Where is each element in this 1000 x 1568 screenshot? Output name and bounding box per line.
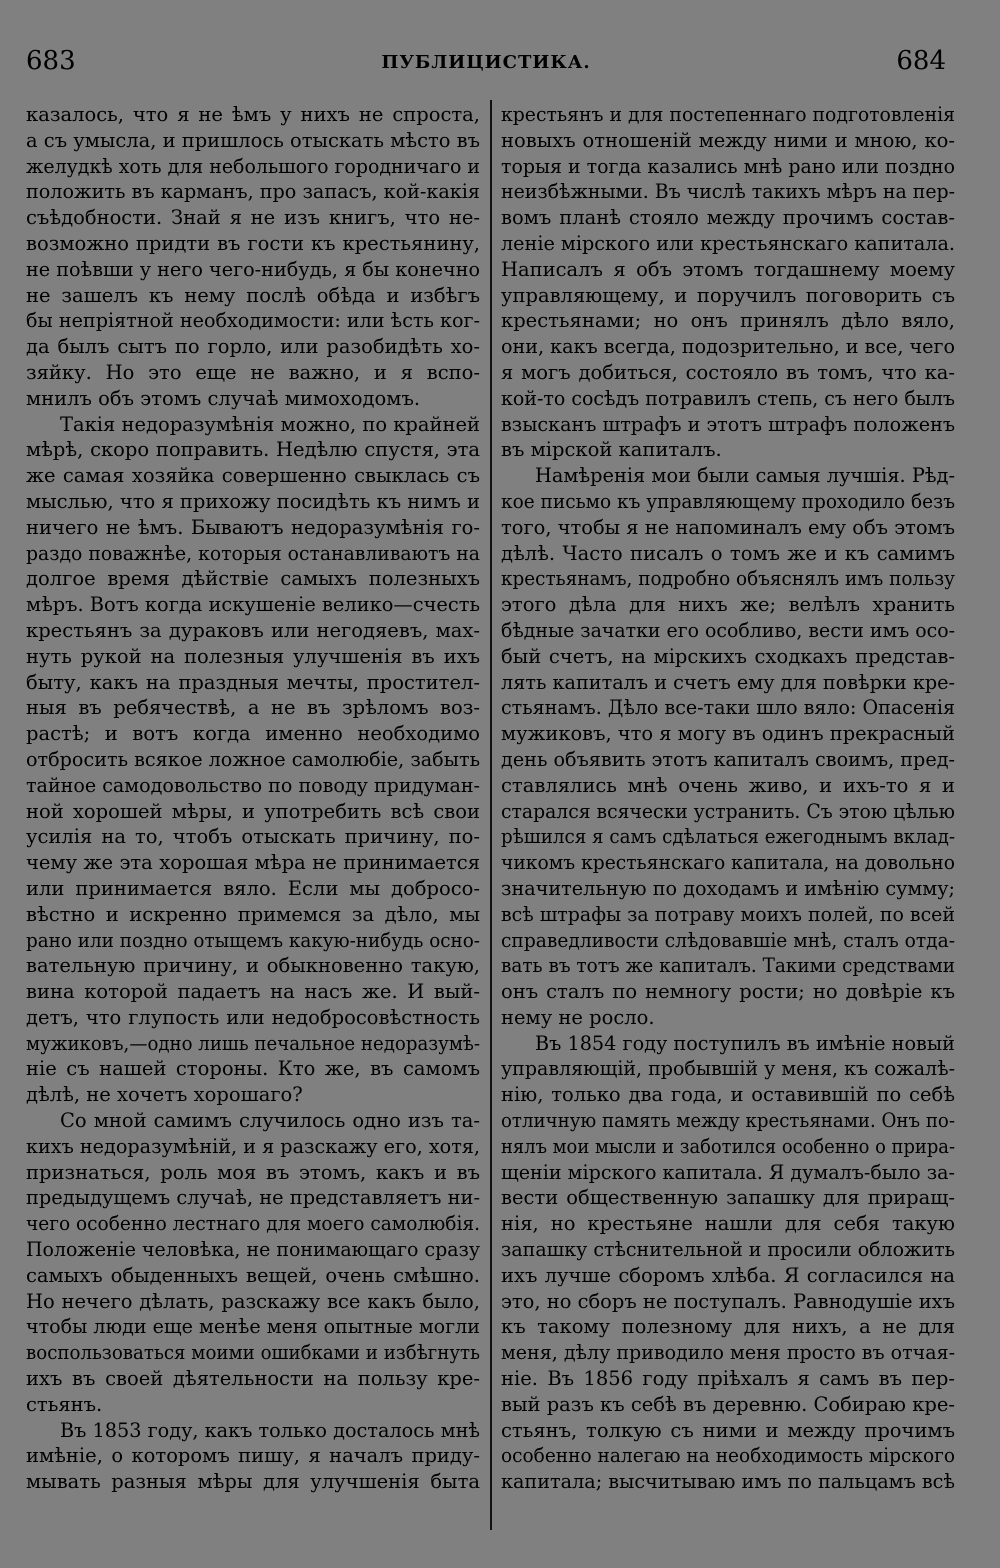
- text-line: стьянамъ. Дѣло все-таки шло вяло: Опасенія: [501, 696, 955, 720]
- text-line: этого дѣла для нихъ же; велѣлъ хранить: [501, 593, 955, 617]
- text-line: кой-то сосѣдъ потравилъ степь, съ него былъ: [501, 386, 955, 410]
- page-header: [26, 42, 946, 82]
- text-line: вѣстно и искренно примемся за дѣло, мы: [26, 902, 480, 926]
- text-line: они, какъ всегда, подозрительно, и все, чего: [501, 335, 955, 359]
- text-line: крестьянъ за дураковъ или негодяевъ, мах-: [26, 618, 480, 642]
- text-line: день объявить этотъ капиталъ своимъ, пред-: [501, 747, 955, 771]
- text-line: казалось, что я не ѣмъ у нихъ не спроста,: [26, 103, 480, 126]
- column-divider: [490, 100, 492, 1530]
- text-line: чего особенно лестнаго для моего самолюбія.: [26, 1212, 480, 1236]
- text-line: признаться, роль моя въ этомъ, какъ и въ: [26, 1160, 480, 1184]
- text-line: нію, только два года, и оставившій по себѣ: [501, 1083, 955, 1107]
- text-line: крестьянами; но онъ принялъ дѣло вяло,: [501, 309, 955, 333]
- text-line: нему не росло.: [501, 1005, 655, 1029]
- text-line: мѣрѣ, скоро поправить. Недѣлю спустя, эта: [26, 438, 480, 462]
- text-line: въ мірской капиталъ.: [501, 438, 722, 462]
- text-line: бѣдные зачатки его особливо, вести имъ осо-: [501, 618, 955, 642]
- text-line: тайное самодовольство по поводу придуман-: [26, 773, 480, 797]
- text-line: лять капиталъ и счетъ ему для повѣрки кре-: [501, 670, 955, 694]
- text-line: растѣ; и вотъ когда именно необходимо: [26, 722, 480, 746]
- text-line: всѣ штрафы за потраву моихъ полей, по всей: [501, 902, 955, 926]
- text-line: чикомъ крестьянскаго капитала, на довольно: [501, 851, 955, 875]
- text-line: Въ 1853 году, какъ только досталось мнѣ: [60, 1418, 480, 1442]
- text-line: вина которой падаетъ на насъ же. И вый-: [26, 980, 480, 1004]
- text-line: усилія на то, чтобъ отыскать причину, по-: [26, 825, 480, 849]
- text-line: да былъ сытъ по горло, или разобидѣть хо-: [26, 335, 480, 359]
- text-line: отличную память между крестьянами. Онъ по-: [501, 1109, 955, 1133]
- page-number-right: 684: [896, 46, 946, 76]
- text-line: управляющій, пробывшій у меня, къ сожалѣ-: [501, 1057, 955, 1081]
- text-line: леніе мірского или крестьянскаго капитала.: [501, 231, 955, 255]
- text-line: Положеніе человѣка, не понимающаго сразу: [26, 1238, 480, 1262]
- text-line: вать въ тотъ же капиталъ. Такими средствами: [501, 954, 955, 978]
- text-line: вести общественную запашку для приращ-: [501, 1186, 955, 1210]
- text-line: справедливости слѣдовавшіе мнѣ, сталъ отда-: [501, 928, 955, 952]
- text-line: щеніи мірского капитала. Я думалъ-было за-: [501, 1160, 955, 1184]
- text-line: мѣръ. Вотъ когда искушеніе велико—счесть: [26, 593, 480, 617]
- text-line: мывать разныя мѣры для улучшенія быта: [26, 1470, 480, 1494]
- text-line: бы непріятной необходимости: или ѣсть ког-: [26, 309, 480, 333]
- left-column: [26, 102, 480, 1495]
- text-line: ничего не ѣмъ. Бываютъ недоразумѣнія го-: [26, 515, 480, 539]
- text-line: рѣшился я самъ сдѣлаться ежегоднымъ вклад-: [501, 825, 955, 849]
- text-line: чему же эта хорошая мѣра не принимается: [26, 851, 480, 875]
- text-line: вательную причину, и обыкновенно такую,: [26, 954, 480, 978]
- text-line: воспользоваться моими ошибками и избѣгнуть: [26, 1341, 480, 1365]
- text-line: крестьянамъ, подробно объяснялъ имъ пользу: [501, 567, 955, 591]
- text-line: чтобы люди еще менѣе меня опытные могли: [26, 1315, 480, 1339]
- text-line: того, чтобы я не напоминалъ ему объ этомъ: [501, 515, 955, 539]
- text-line: нуть рукой на полезныя улучшенія въ ихъ: [26, 644, 480, 668]
- text-line: ніе съ нашей стороны. Кто же, въ самомъ: [26, 1057, 480, 1081]
- text-line: нялъ мои мысли и заботился особенно о прира-: [501, 1134, 955, 1158]
- text-line: онъ сталъ по немногу рости; но довѣріе къ: [501, 980, 955, 1004]
- text-line: старался всячески устранить. Съ этою цѣлью: [501, 799, 955, 823]
- text-line: раздо поважнѣе, которыя останавливаютъ на: [26, 541, 480, 565]
- text-line: Намѣренія мои были самыя лучшія. Рѣд-: [535, 464, 955, 488]
- text-line: не зашелъ къ нему послѣ обѣда и избѣгъ: [26, 283, 480, 307]
- text-line: не поѣвши у него чего-нибудь, я бы конечно: [26, 257, 480, 281]
- text-line: кихъ недоразумѣній, и я разскажу его, хотя,: [26, 1134, 480, 1158]
- text-line: а съ умысла, и пришлось отыскать мѣсто въ: [26, 128, 480, 152]
- text-line: ставлялись мнѣ очень живо, и ихъ-то я и: [501, 773, 955, 797]
- text-line: Но нечего дѣлать, разскажу все какъ было,: [26, 1289, 480, 1313]
- text-line: самыхъ обыденныхъ вещей, очень смѣшно.: [26, 1263, 480, 1287]
- text-line: имѣніе, о которомъ пишу, я началъ приду-: [26, 1444, 480, 1468]
- text-line: ихъ лучше сборомъ хлѣба. Я согласился на: [501, 1263, 955, 1287]
- text-line: Написалъ я объ этомъ тогдашнему моему: [501, 257, 955, 281]
- text-line: дѣлѣ. Часто писалъ о томъ же и къ самимъ: [501, 541, 955, 565]
- text-line: возможно придти въ гости къ крестьянину,: [26, 231, 480, 255]
- text-line: кое письмо къ управляющему проходило безъ: [501, 489, 955, 513]
- text-line: же самая хозяйка совершенно свыклась съ: [26, 464, 480, 488]
- text-line: вомъ планѣ стояло между прочимъ состав-: [501, 206, 955, 230]
- right-column: [501, 102, 955, 1495]
- text-line: ніе. Въ 1856 году пріѣхалъ я самъ въ пер-: [501, 1367, 955, 1391]
- text-line: долгое время дѣйствіе самыхъ полезныхъ: [26, 567, 480, 591]
- text-line: детъ, что глупость или недобросовѣстность: [26, 1005, 480, 1029]
- text-line: положить въ карманъ, про запасъ, кой-какія: [26, 180, 480, 204]
- text-line: особенно налегаю на необходимость мірского: [501, 1444, 955, 1468]
- text-line: меня, дѣлу приводило меня просто въ отчая-: [501, 1341, 955, 1365]
- text-line: ныя въ ребячествѣ, а не въ зрѣломъ воз-: [26, 696, 480, 720]
- text-line: крестьянъ и для постепеннаго подготовленія: [501, 103, 955, 126]
- text-line: управляющему, и поручилъ поговорить съ: [501, 283, 955, 307]
- page-number-left: 683: [26, 46, 76, 76]
- text-line: я могъ добиться, состояло въ томъ, что ка-: [501, 360, 955, 384]
- text-line: Такія недоразумѣнія можно, по крайней: [60, 412, 480, 436]
- text-line: капитала; высчитываю имъ по пальцамъ всѣ: [501, 1470, 955, 1494]
- text-line: зяйку. Но это еще не важно, и я вспо-: [26, 360, 480, 384]
- running-title: ПУБЛИЦИСТИКА.: [381, 52, 591, 73]
- text-line: Со мной самимъ случилось одно изъ та-: [60, 1109, 480, 1133]
- text-line: стьянъ, толкую съ ними и между прочимъ: [501, 1418, 955, 1442]
- text-line: мнилъ объ этомъ случаѣ мимоходомъ.: [26, 386, 421, 410]
- text-line: мыслью, что я прихожу посидѣть къ нимъ и: [26, 489, 480, 513]
- text-line: съѣдобности. Знай я не изъ книгъ, что не-: [26, 206, 480, 230]
- text-line: новыхъ отношеній между ними и мною, ко-: [501, 128, 955, 152]
- text-line: нія, но крестьяне нашли для себя такую: [501, 1212, 955, 1236]
- text-line: желудкѣ хоть для небольшого городничаго и: [26, 154, 480, 178]
- text-line: рано или поздно отыщемъ какую-нибудь осно-: [26, 928, 480, 952]
- text-line: дѣлѣ, не хочетъ хорошаго?: [26, 1083, 303, 1107]
- text-line: неизбѣжными. Въ числѣ такихъ мѣръ на пер-: [501, 180, 955, 204]
- text-line: запашку стѣснительной и просили обложить: [501, 1238, 955, 1262]
- text-line: отбросить всякое ложное самолюбіе, забыть: [26, 747, 480, 771]
- text-line: къ такому полезному для нихъ, а не для: [501, 1315, 955, 1339]
- text-line: бый счетъ, на мірскихъ сходкахъ представ-: [501, 644, 955, 668]
- text-line: вый разъ къ себѣ въ деревню. Собираю кре-: [501, 1392, 955, 1416]
- text-line: или принимается вяло. Если мы добросо-: [26, 876, 480, 900]
- text-line: это, но сборъ не поступалъ. Равнодушіе ихъ: [501, 1289, 955, 1313]
- text-line: стьянъ.: [26, 1392, 103, 1416]
- text-line: ихъ въ своей дѣятельности на пользу кре-: [26, 1367, 480, 1391]
- text-line: торыя и тогда казались мнѣ рано или поздно: [501, 154, 955, 178]
- text-line: предыдущемъ случаѣ, не представляетъ ни-: [26, 1186, 480, 1210]
- text-line: значительную по доходамъ и имѣнію сумму;: [501, 876, 955, 900]
- text-line: взысканъ штрафъ и этотъ штрафъ положенъ: [501, 412, 955, 436]
- text-line: мужиковъ, что я могу въ одинъ прекрасный: [501, 722, 955, 746]
- text-line: быту, какъ на праздныя мечты, простител-: [26, 670, 480, 694]
- text-line: Въ 1854 году поступилъ въ имѣніе новый: [535, 1031, 955, 1055]
- text-line: ной хорошей мѣры, и употребить всѣ свои: [26, 799, 480, 823]
- text-line: мужиковъ,—одно лишь печальное недоразумѣ-: [26, 1031, 480, 1055]
